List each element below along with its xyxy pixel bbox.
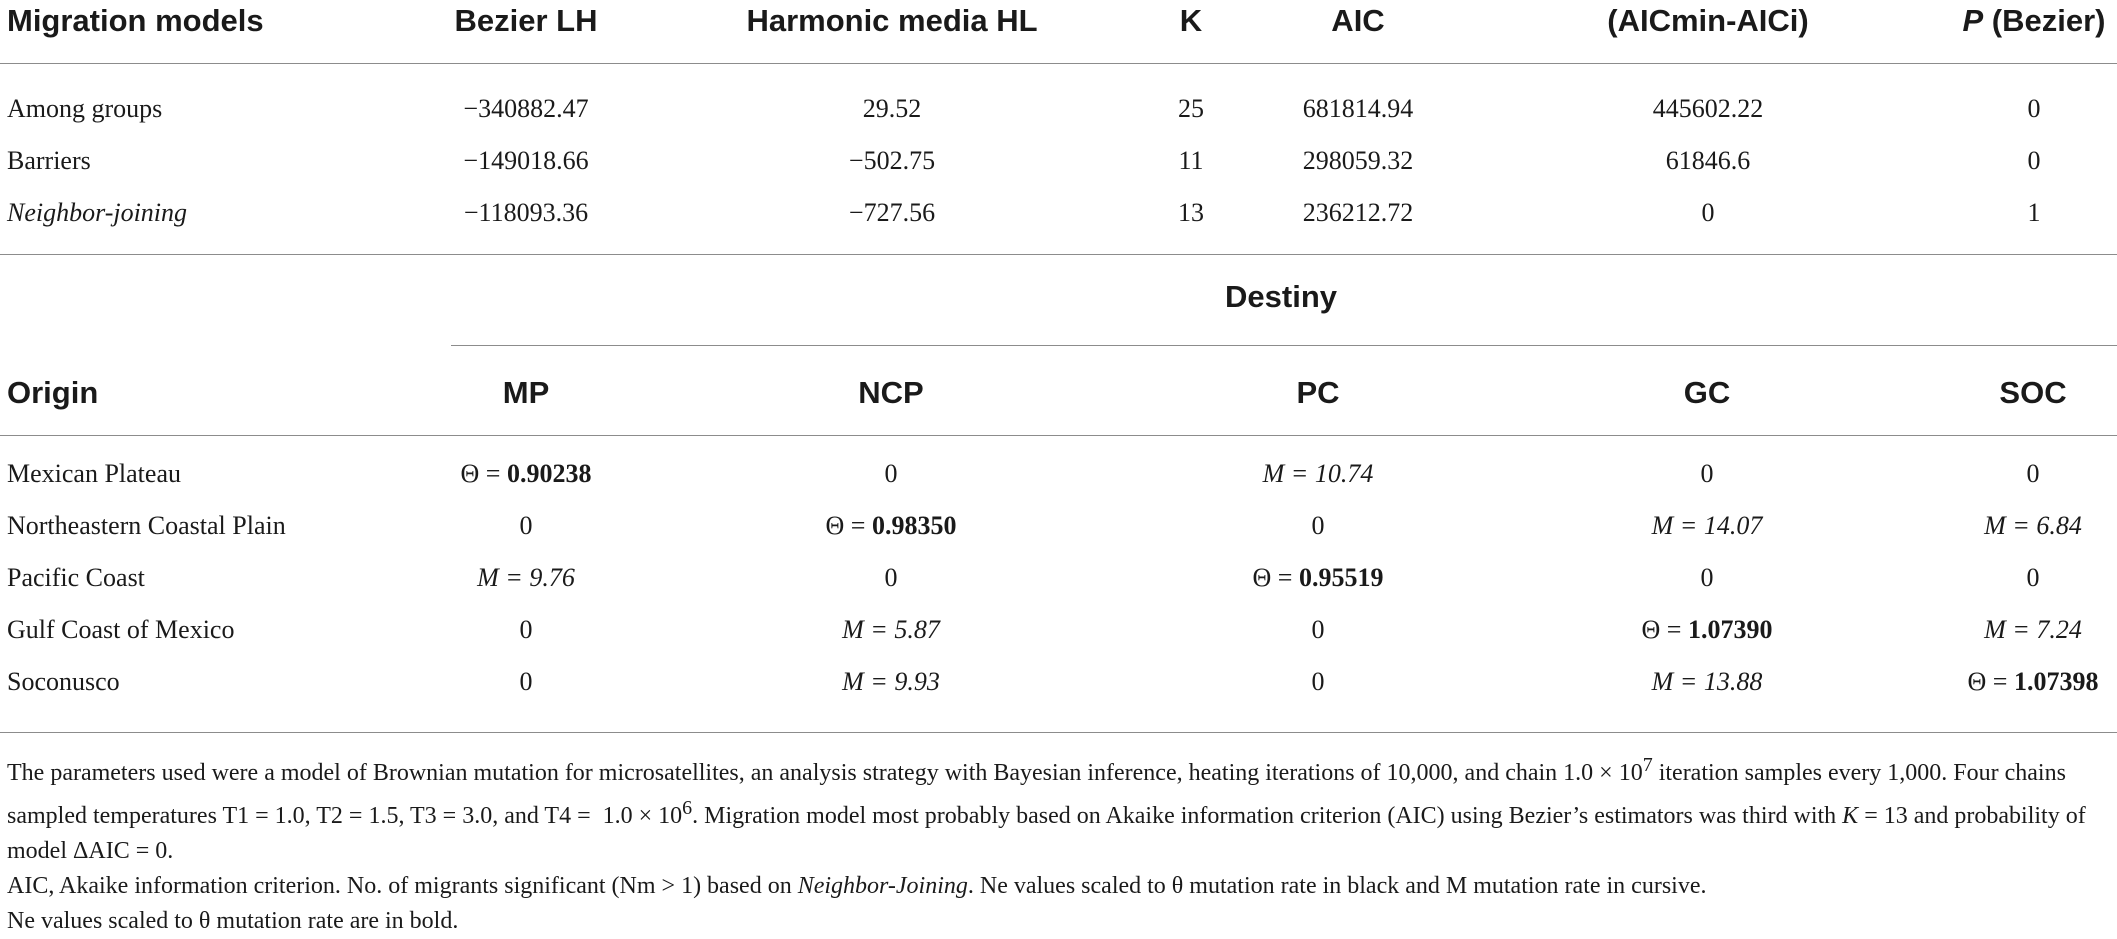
theta-symbol: Θ = [460, 459, 507, 488]
table-footnotes [7, 748, 2111, 939]
row-label: Soconusco [7, 667, 120, 696]
table-row [0, 448, 2117, 500]
footnote-neighbor-joining: Neighbor-Joining [797, 873, 968, 899]
table-cell: 0 [519, 667, 533, 696]
table-cell: 0 [2026, 563, 2040, 592]
table-cell: 236212.72 [1302, 198, 1414, 227]
col-header-migration-models: Migration models [7, 3, 264, 38]
row-label: Northeastern Coastal Plain [7, 511, 286, 540]
table-cell: 0 [519, 615, 533, 644]
footnote-text: The parameters used were a model of Brownian mutation for microsatellites, an analysis strategy with Bayesian inference, heating iterations of 10,000, and chain 1.0 × 10 [7, 760, 1643, 786]
table-cell: 0 [1311, 511, 1325, 540]
table-cell: 25 [1178, 94, 1204, 123]
table-cell: −727.56 [848, 198, 936, 227]
table-cell: 0 [519, 511, 533, 540]
table-cell: M = 14.07 [1651, 511, 1763, 540]
footnote-text: Ne values scaled to θ mutation rate are in bold. [7, 908, 459, 934]
footnote-bold [7, 904, 2111, 939]
footnote-superscript: 7 [1642, 754, 1653, 776]
table-row [0, 552, 2117, 604]
table1-header-rule [0, 63, 2117, 64]
table-cell: M = 5.87 [842, 615, 940, 644]
theta-value: 0.95519 [1298, 563, 1384, 592]
table-cell: M = 9.76 [477, 563, 575, 592]
table-cell: 0 [2027, 94, 2041, 123]
footnote-parameters [7, 748, 2111, 869]
table-cell: 0 [884, 563, 898, 592]
table2-bottom-rule [0, 732, 2117, 733]
table-row [0, 604, 2117, 656]
table-cell: −340882.47 [463, 94, 589, 123]
table-cell: M = 6.84 [1984, 511, 2082, 540]
table-cell: −149018.66 [463, 146, 589, 175]
theta-symbol: Θ = [825, 511, 872, 540]
col-header-mp: MP [502, 375, 550, 410]
table-cell: M = 10.74 [1262, 459, 1374, 488]
footnote-k: K [1842, 803, 1859, 829]
table-cell: M = 9.93 [842, 667, 940, 696]
footnote-text: . Ne values scaled to θ mutation rate in black and M mutation rate in cursive. [967, 873, 1707, 899]
theta-symbol: Θ = [1641, 615, 1688, 644]
theta-value: 1.07398 [2013, 667, 2099, 696]
row-label: Gulf Coast of Mexico [7, 615, 235, 644]
theta-symbol: Θ = [1967, 667, 2014, 696]
table1-bottom-rule [0, 254, 2117, 255]
table-cell [1253, 552, 1384, 604]
theta-value: 0.90238 [506, 459, 592, 488]
col-header-harmonic-media: Harmonic media HL [746, 3, 1038, 38]
footnote-text: iteration samples every 1,000. Four chains sampled temperatures T1 = 1.0, T2 = 1.5, T3 = 3.0, and T4 = 1.0 × 10 [7, 760, 2066, 829]
table-cell: 0 [2026, 459, 2040, 488]
table-cell: 11 [1178, 146, 1204, 175]
table2-header-rule [0, 435, 2117, 436]
table-cell [1968, 656, 2099, 708]
col-header-soc: SOC [1999, 375, 2067, 410]
footnote-aic [7, 869, 2111, 904]
table-cell: −502.75 [848, 146, 936, 175]
col-header-aic: AIC [1331, 3, 1385, 38]
row-label: Mexican Plateau [7, 459, 181, 488]
col-header-bezier-lh: Bezier LH [454, 3, 598, 38]
table-cell [826, 500, 957, 552]
table-cell [1642, 604, 1773, 656]
table-row [0, 135, 2117, 187]
table-cell: 0 [1700, 459, 1714, 488]
table-cell: 0 [1311, 615, 1325, 644]
table-cell: 0 [1700, 563, 1714, 592]
destiny-header: Destiny [1225, 279, 1337, 314]
col-header-aic-delta: (AICmin-AICi) [1607, 3, 1809, 38]
table1-header-row [0, 0, 2117, 47]
table-cell [461, 448, 592, 500]
table-row [0, 656, 2117, 708]
footnote-text: . Migration model most probably based on Akaike information criterion (AIC) using Bezier’s estimators was third with [692, 803, 1843, 829]
table-cell: 0 [884, 459, 898, 488]
theta-value: 1.07390 [1687, 615, 1773, 644]
table-cell: 13 [1178, 198, 1204, 227]
table2-header-row [0, 367, 2117, 419]
p-letter: P [1962, 3, 1984, 38]
footnote-text: AIC, Akaike information criterion. No. of migrants significant (Nm > 1) based on [7, 873, 798, 899]
table-row [0, 500, 2117, 552]
col-header-gc: GC [1683, 375, 1731, 410]
table-cell: 61846.6 [1665, 146, 1751, 175]
col-header-k: K [1179, 3, 1203, 38]
table-cell: 1 [2027, 198, 2041, 227]
row-label: Neighbor-joining [7, 198, 188, 227]
table-cell: 29.52 [862, 94, 922, 123]
table-cell: 0 [1701, 198, 1715, 227]
theta-value: 0.98350 [871, 511, 957, 540]
table-cell: 681814.94 [1302, 94, 1414, 123]
theta-symbol: Θ = [1252, 563, 1299, 592]
table-cell: −118093.36 [463, 198, 589, 227]
col-header-ncp: NCP [858, 375, 924, 410]
row-label: Pacific Coast [7, 563, 145, 592]
table-row [0, 187, 2117, 239]
table-row [0, 83, 2117, 135]
destiny-rule [451, 345, 2117, 346]
origin-header: Origin [7, 375, 99, 410]
table-cell: M = 7.24 [1984, 615, 2082, 644]
row-label: Among groups [7, 94, 163, 123]
table-cell: M = 13.88 [1651, 667, 1763, 696]
footnote-text: = 13 and probability of model ΔAIC = 0. [7, 803, 2086, 864]
table-cell: 0 [2027, 146, 2041, 175]
row-label: Barriers [7, 146, 91, 175]
table-cell: 0 [1311, 667, 1325, 696]
footnote-superscript: 6 [682, 797, 693, 819]
p-rest: (Bezier) [1983, 3, 2106, 38]
destiny-header-row [0, 271, 2117, 323]
col-header-pc: PC [1296, 375, 1340, 410]
table-cell: 445602.22 [1652, 94, 1764, 123]
table-cell: 298059.32 [1302, 146, 1414, 175]
col-header-p-bezier [1963, 0, 2106, 47]
